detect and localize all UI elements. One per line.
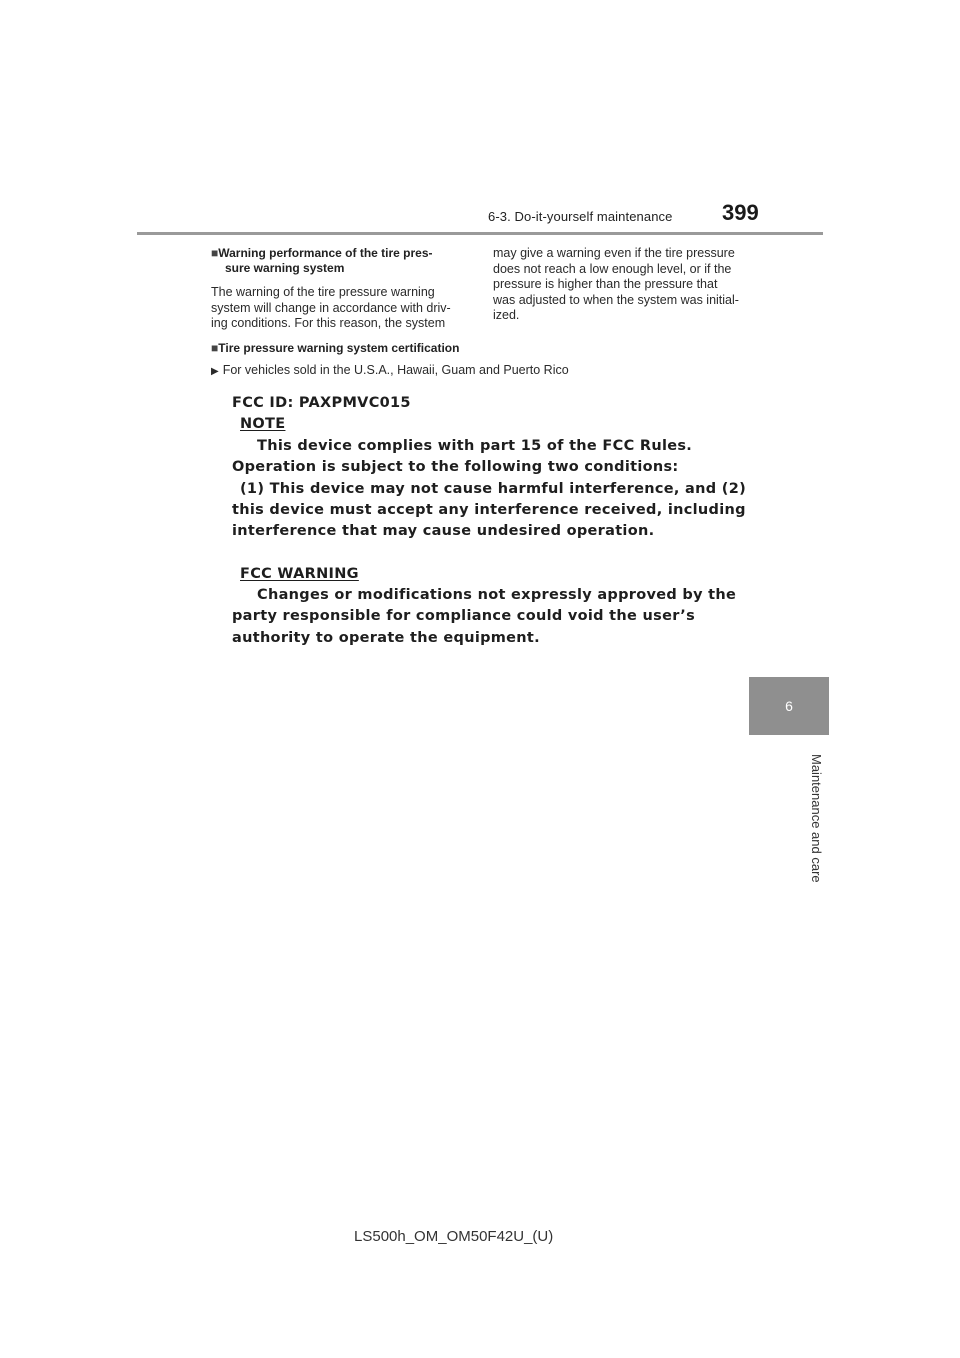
fcc-id: FCC ID: PAXPMVC015 <box>232 395 411 411</box>
note-title: NOTE <box>240 416 286 432</box>
page-number: 399 <box>722 200 759 225</box>
paragraph-left: The warning of the tire pressure warning system will change in accordance with driv- ing conditions. For this reason, the system <box>211 285 451 330</box>
section-title: 6-3. Do-it-yourself maintenance <box>488 209 673 224</box>
note-line: interference that may cause undesired operation. <box>232 523 655 539</box>
warning-line: party responsible for compliance could void the user’s <box>232 608 696 624</box>
warning-line: Changes or modifications not expressly approved by the <box>257 587 737 603</box>
warning-title: FCC WARNING <box>240 566 359 582</box>
note-line: (1) This device may not cause harmful interference, and (2) <box>240 481 747 497</box>
header-divider <box>137 232 823 235</box>
triangle-bullet-icon: ▶ <box>211 366 219 377</box>
chapter-number: 6 <box>785 698 793 714</box>
chapter-tab[interactable] <box>749 677 829 735</box>
document-code: LS500h_OM_OM50F42U_(U) <box>354 1228 554 1245</box>
list-item-us-vehicles: ▶ For vehicles sold in the U.S.A., Hawaii, Guam and Puerto Rico <box>211 363 569 377</box>
square-bullet-icon: ■ <box>211 246 219 260</box>
chapter-title: Maintenance and care <box>809 753 824 883</box>
paragraph-right: may give a warning even if the tire pressure does not reach a low enough level, or if the pressure is higher than the pressure that was adjusted to when the system was initial- ized. <box>493 246 739 322</box>
square-bullet-icon: ■ <box>211 341 219 355</box>
note-line: this device must accept any interference received, including <box>232 502 746 518</box>
section-heading-warning-performance: ■Warning performance of the tire pres- sure warning system <box>211 246 433 275</box>
note-line: Operation is subject to the following two conditions: <box>232 459 679 475</box>
warning-line: authority to operate the equipment. <box>232 630 540 646</box>
note-line: This device complies with part 15 of the FCC Rules. <box>257 438 693 454</box>
section-heading-certification: ■Tire pressure warning system certification <box>211 341 460 355</box>
